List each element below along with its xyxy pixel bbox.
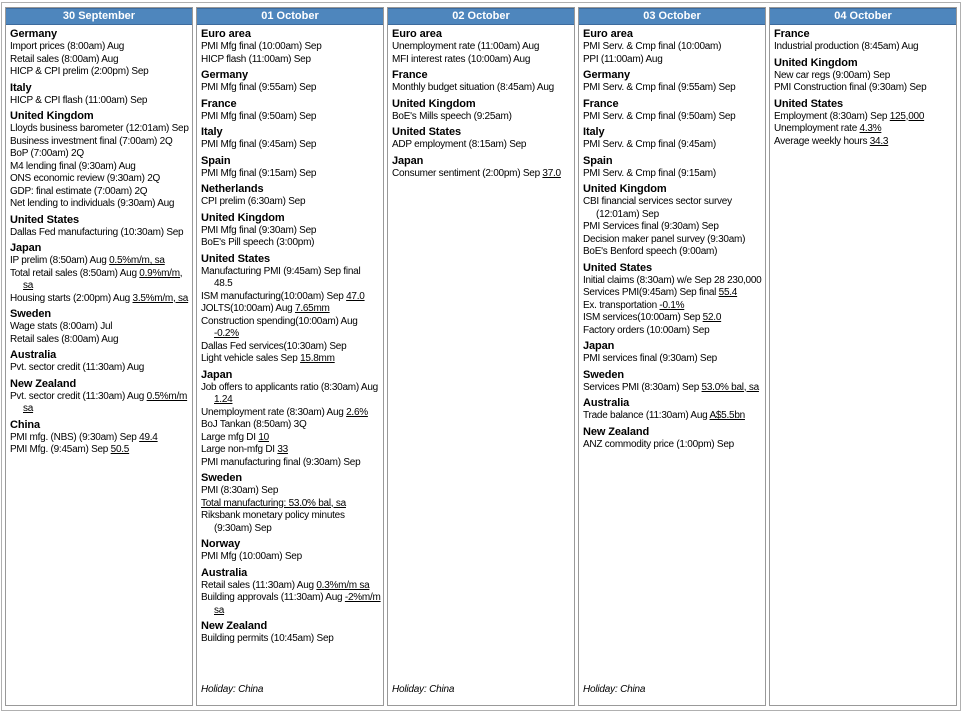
event-value: 50.5: [110, 444, 130, 455]
event-value: 53.0% bal, sa: [701, 381, 759, 393]
event-line: [583, 439, 763, 452]
country-section: [583, 340, 763, 366]
country-section: [201, 538, 381, 564]
event-line: [583, 54, 763, 67]
event-text: MFI interest rates (10:00am) Aug: [392, 53, 531, 65]
country-section: [392, 69, 572, 95]
event-line: [201, 510, 381, 535]
country-section: [583, 155, 763, 181]
event-text: Import prices (8:00am) Aug: [10, 41, 125, 52]
event-line: [774, 123, 954, 136]
country-name: Italy: [583, 126, 605, 138]
country-name: Sweden: [201, 472, 242, 484]
event-value: 4.3%: [859, 123, 882, 134]
event-value: 10: [258, 431, 269, 443]
event-text: PMI Serv. & Cmp final (9:15am): [583, 167, 716, 179]
country-section: [201, 620, 381, 646]
holiday-note: Holiday: China: [583, 684, 646, 695]
event-text: HICP flash (11:00am) Sep: [201, 53, 311, 65]
country-name: Germany: [583, 69, 630, 81]
event-text: Large non-mfg DI: [201, 444, 275, 455]
country-name: United States: [392, 126, 461, 138]
event-line: [10, 66, 190, 79]
country-section: [201, 567, 381, 618]
event-line: [583, 275, 763, 288]
event-text: PMI Services final (9:30am) Sep: [583, 221, 719, 232]
event-value: 34.3: [869, 135, 889, 147]
event-text: Wage stats (8:00am) Jul: [10, 321, 113, 332]
event-text: Manufacturing PMI (9:45am) Sep final 48.5: [201, 265, 361, 289]
country-section: [583, 126, 763, 152]
country-section: [201, 253, 381, 366]
country-name: Germany: [10, 28, 57, 40]
event-line: [774, 111, 954, 124]
country-name: Netherlands: [201, 183, 264, 195]
event-value: -0.1%: [659, 299, 685, 311]
event-line: [392, 82, 572, 95]
event-line: [201, 266, 381, 291]
event-text: Retail sales (8:00am) Aug: [10, 333, 119, 345]
country-name: United States: [774, 97, 843, 110]
country-section: [201, 28, 381, 66]
event-line: [201, 580, 381, 593]
country-name: Norway: [201, 538, 241, 550]
holiday-note: Holiday: China: [201, 684, 264, 695]
country-name: Spain: [583, 154, 613, 167]
country-section: [201, 69, 381, 95]
country-section: [392, 98, 572, 124]
event-line: [392, 139, 572, 152]
event-value: -2%m/m sa: [214, 592, 381, 616]
event-value: 7.65mm: [295, 303, 330, 314]
event-text: PPI (11:00am) Aug: [583, 53, 663, 65]
event-text: Riksbank monetary policy minutes (9:30am) Sep: [201, 510, 345, 534]
day-header: 02 October: [388, 8, 574, 25]
country-section: [392, 155, 572, 181]
event-text: PMI manufacturing final (9:30am) Sep: [201, 456, 361, 468]
event-text: Retail sales (8:00am) Aug: [10, 53, 119, 65]
event-value: 55.4: [718, 287, 738, 298]
day-column: [578, 7, 766, 706]
event-text: Construction spending(10:00am) Aug: [201, 315, 358, 327]
country-section: [392, 126, 572, 152]
country-name: Japan: [10, 242, 42, 254]
event-line: [201, 41, 381, 54]
event-text: New car regs (9:00am) Sep: [774, 69, 891, 81]
event-value: 2.6%: [346, 406, 368, 418]
country-section: [583, 262, 763, 338]
event-text: Monthly budget situation (8:45am) Aug: [392, 82, 554, 93]
country-name: Euro area: [201, 28, 251, 40]
country-section: [201, 155, 381, 181]
country-name: United States: [10, 213, 79, 226]
country-name: France: [392, 69, 428, 81]
event-text: BoE's Pill speech (3:00pm): [201, 237, 315, 248]
event-line: [201, 498, 381, 511]
day-header: 03 October: [579, 8, 765, 25]
event-text: PMI Mfg final (9:45am) Sep: [201, 139, 317, 150]
event-line: [774, 136, 954, 149]
country-name: Australia: [10, 349, 57, 361]
event-value: 15.8mm: [300, 353, 335, 364]
event-text: HICP & CPI prelim (2:00pm) Sep: [10, 66, 149, 77]
country-name: New Zealand: [10, 377, 77, 390]
event-text: Pvt. sector credit (11:30am) Aug: [10, 362, 145, 373]
event-line: [10, 136, 190, 149]
event-value: A$5.5bn: [709, 410, 745, 421]
event-text: Services PMI(9:45am) Sep final: [583, 287, 717, 298]
country-section: [10, 214, 190, 240]
event-line: [201, 341, 381, 354]
country-section: [10, 242, 190, 305]
event-line: [10, 293, 190, 306]
country-name: Italy: [10, 81, 32, 94]
country-section: [10, 419, 190, 457]
event-line: [201, 303, 381, 316]
country-section: [583, 183, 763, 259]
country-section: [10, 349, 190, 375]
economic-calendar: [1, 2, 961, 711]
event-text: PMI Mfg (10:00am) Sep: [201, 551, 302, 562]
country-section: [583, 69, 763, 95]
event-line: [201, 633, 381, 646]
event-text: PMI Mfg. (9:45am) Sep: [10, 444, 109, 455]
day-body: [197, 25, 383, 648]
event-line: [392, 54, 572, 67]
event-text: PMI Serv. & Cmp final (9:55am) Sep: [583, 82, 736, 93]
event-text: PMI Mfg final (9:15am) Sep: [201, 167, 317, 179]
event-text: ONS economic review (9:30am) 2Q: [10, 173, 161, 184]
event-text: Building permits (10:45am) Sep: [201, 633, 334, 644]
event-text: GDP: final estimate (7:00am) 2Q: [10, 185, 148, 197]
event-line: [10, 161, 190, 174]
event-line: [201, 407, 381, 420]
country-name: Japan: [583, 340, 615, 352]
country-section: [583, 397, 763, 423]
event-line: [201, 444, 381, 457]
event-text: PMI Mfg final (9:55am) Sep: [201, 82, 317, 93]
event-text: BoP (7:00am) 2Q: [10, 148, 84, 159]
event-line: [774, 70, 954, 83]
event-line: [10, 186, 190, 199]
day-column: [387, 7, 575, 706]
event-line: [774, 82, 954, 95]
event-line: [201, 353, 381, 366]
event-line: [10, 173, 190, 186]
country-name: Sweden: [10, 308, 51, 320]
day-column: [769, 7, 957, 706]
event-value: 0.5%m/m, sa: [109, 255, 165, 266]
event-text: M4 lending final (9:30am) Aug: [10, 160, 136, 172]
event-text: Ex. transportation: [583, 299, 657, 311]
country-name: New Zealand: [583, 425, 650, 438]
event-text: HICP & CPI flash (11:00am) Sep: [10, 94, 148, 106]
event-line: [583, 41, 763, 54]
event-line: [201, 82, 381, 95]
event-text: PMI (8:30am) Sep: [201, 485, 279, 496]
event-text: Dallas Fed services(10:30am) Sep: [201, 340, 347, 352]
country-section: [201, 183, 381, 209]
country-section: [10, 82, 190, 108]
event-text: PMI Mfg final (10:00am) Sep: [201, 41, 322, 52]
country-section: [774, 98, 954, 149]
event-text: Unemployment rate (11:00am) Aug: [392, 41, 540, 52]
country-name: France: [201, 97, 237, 110]
event-text: Lloyds business barometer (12:01am) Sep: [10, 123, 189, 134]
country-section: [774, 28, 954, 54]
country-name: Sweden: [583, 368, 624, 381]
event-line: [201, 382, 381, 407]
country-name: United Kingdom: [10, 110, 94, 122]
country-name: Australia: [201, 566, 248, 579]
event-line: [583, 139, 763, 152]
event-line: [10, 123, 190, 136]
event-text: ISM services(10:00am) Sep: [583, 312, 701, 323]
event-text: Large mfg DI: [201, 431, 256, 443]
event-text: Initial claims (8:30am) w/e Sep 28 230,000: [583, 274, 762, 286]
event-line: [10, 227, 190, 240]
event-line: [201, 432, 381, 445]
country-name: United States: [583, 261, 652, 274]
event-text: Retail sales (11:30am) Aug: [201, 579, 314, 591]
country-section: [10, 308, 190, 346]
event-text: ADP employment (8:15am) Sep: [392, 139, 527, 150]
day-body: [579, 25, 765, 453]
event-line: [10, 321, 190, 334]
country-name: Euro area: [392, 28, 442, 40]
event-line: [10, 391, 190, 416]
event-line: [583, 325, 763, 338]
event-line: [10, 334, 190, 347]
event-text: Trade balance (11:30am) Aug: [583, 410, 708, 421]
country-section: [201, 212, 381, 250]
event-text: Total retail sales (8:50am) Aug: [10, 267, 137, 279]
event-line: [583, 382, 763, 395]
event-text: BoE's Mills speech (9:25am): [392, 110, 512, 122]
event-line: [583, 246, 763, 259]
country-name: Japan: [392, 154, 424, 167]
country-section: [10, 378, 190, 416]
day-header: 30 September: [6, 8, 192, 25]
event-value: 0.9%m/m, sa: [23, 267, 183, 291]
country-section: [583, 426, 763, 452]
event-line: [10, 148, 190, 161]
event-text: Employment (8:30am) Sep: [774, 110, 888, 122]
country-name: Spain: [201, 154, 231, 167]
event-line: [201, 291, 381, 304]
event-line: [583, 287, 763, 300]
event-text: PMI services final (9:30am) Sep: [583, 353, 717, 364]
event-line: [583, 196, 763, 221]
event-value: 33: [277, 444, 288, 455]
country-section: [201, 472, 381, 535]
event-text: Net lending to individuals (9:30am) Aug: [10, 198, 175, 209]
event-line: [583, 312, 763, 325]
event-line: [201, 237, 381, 250]
event-text: PMI Mfg final (9:30am) Sep: [201, 224, 317, 236]
country-name: United Kingdom: [583, 183, 667, 195]
event-text: Light vehicle sales Sep: [201, 353, 298, 364]
event-line: [201, 551, 381, 564]
holiday-note: Holiday: China: [392, 684, 455, 695]
event-line: [10, 444, 190, 457]
event-text: Services PMI (8:30am) Sep: [583, 381, 700, 393]
event-text: PMI Mfg final (9:50am) Sep: [201, 110, 317, 122]
country-name: United Kingdom: [392, 97, 476, 110]
country-name: Germany: [201, 69, 248, 81]
country-section: [392, 28, 572, 66]
event-line: [10, 268, 190, 293]
event-text: Unemployment rate: [774, 123, 858, 134]
event-text: PMI Serv. & Cmp final (9:50am) Sep: [583, 110, 736, 122]
event-line: [10, 198, 190, 211]
country-section: [774, 57, 954, 95]
event-line: [201, 457, 381, 470]
event-line: [10, 362, 190, 375]
country-name: United Kingdom: [774, 56, 858, 69]
event-line: [583, 111, 763, 124]
event-value: 3.5%m/m, sa: [132, 292, 189, 304]
day-header: 01 October: [197, 8, 383, 25]
event-value: 0.3%m/m sa: [316, 579, 370, 591]
country-name: Japan: [201, 368, 233, 381]
event-line: [201, 316, 381, 341]
event-line: [201, 111, 381, 124]
event-value: 52.0: [702, 312, 722, 323]
event-line: [201, 225, 381, 238]
country-name: Euro area: [583, 28, 633, 40]
event-line: [10, 432, 190, 445]
event-text: Housing starts (2:00pm) Aug: [10, 292, 130, 304]
event-line: [583, 221, 763, 234]
event-line: [583, 168, 763, 181]
event-value: 47.0: [346, 290, 365, 302]
event-value: 37.0: [542, 167, 561, 179]
country-section: [583, 98, 763, 124]
country-section: [583, 28, 763, 66]
event-line: [201, 54, 381, 67]
event-line: [201, 592, 381, 617]
country-section: [201, 98, 381, 124]
day-body: [6, 25, 192, 459]
event-text: PMI Serv. & Cmp final (10:00am): [583, 41, 722, 52]
event-text: Industrial production (8:45am) Aug: [774, 41, 919, 52]
country-name: United Kingdom: [201, 211, 285, 224]
day-body: [770, 25, 956, 150]
event-line: [10, 54, 190, 67]
event-text: Average weekly hours: [774, 135, 868, 147]
country-name: United States: [201, 252, 270, 265]
country-section: [10, 110, 190, 211]
event-text: CBI financial services sector survey (12:01am) Sep: [583, 196, 732, 220]
day-body: [388, 25, 574, 182]
country-name: New Zealand: [201, 620, 268, 632]
country-section: [583, 369, 763, 395]
day-header: 04 October: [770, 8, 956, 25]
event-line: [583, 300, 763, 313]
event-line: [201, 168, 381, 181]
event-text: JOLTS(10:00am) Aug: [201, 303, 293, 314]
event-text: Building approvals (11:30am) Aug: [201, 592, 343, 603]
event-text: PMI Serv. & Cmp final (9:45am): [583, 139, 716, 150]
event-text: ISM manufacturing(10:00am) Sep: [201, 290, 344, 302]
event-line: [392, 41, 572, 54]
event-line: [201, 419, 381, 432]
event-line: [583, 234, 763, 247]
event-line: [10, 41, 190, 54]
event-text: Unemployment rate (8:30am) Aug: [201, 406, 344, 418]
event-line: [392, 111, 572, 124]
day-column: [5, 7, 193, 706]
event-text: ANZ commodity price (1:00pm) Sep: [583, 438, 734, 450]
country-name: China: [10, 418, 41, 431]
event-line: [201, 485, 381, 498]
event-text: Pvt. sector credit (11:30am) Aug: [10, 390, 145, 402]
event-text: BoJ Tankan (8:50am) 3Q: [201, 419, 307, 430]
country-name: Australia: [583, 397, 630, 409]
event-text: BoE's Benford speech (9:00am): [583, 246, 718, 257]
day-column: [196, 7, 384, 706]
country-name: France: [774, 28, 810, 40]
event-value: 49.4: [139, 431, 158, 443]
event-value: 125,000: [889, 110, 925, 122]
event-text: PMI Construction final (9:30am) Sep: [774, 82, 927, 93]
event-line: [201, 196, 381, 209]
event-text: Dallas Fed manufacturing (10:30am) Sep: [10, 226, 184, 238]
event-value: 1.24: [214, 394, 233, 405]
event-line: [10, 255, 190, 268]
event-line: [392, 168, 572, 181]
country-section: [201, 126, 381, 152]
event-line: [583, 410, 763, 423]
event-line: [201, 139, 381, 152]
event-text: CPI prelim (6:30am) Sep: [201, 196, 306, 207]
event-text: Consumer sentiment (2:00pm) Sep: [392, 167, 540, 179]
country-name: Italy: [201, 126, 223, 138]
event-value: Total manufacturing: 53.0% bal, sa: [201, 497, 346, 509]
event-value: -0.2%: [214, 328, 239, 339]
event-value: 0.5%m/m sa: [23, 390, 188, 414]
event-text: Factory orders (10:00am) Sep: [583, 324, 710, 336]
country-section: [10, 28, 190, 79]
event-line: [774, 41, 954, 54]
event-line: [583, 82, 763, 95]
country-section: [201, 369, 381, 470]
event-line: [10, 95, 190, 108]
country-name: France: [583, 97, 619, 110]
event-text: Decision maker panel survey (9:30am): [583, 233, 746, 245]
event-text: IP prelim (8:50am) Aug: [10, 255, 107, 266]
event-text: Job offers to applicants ratio (8:30am) Aug: [201, 381, 378, 393]
event-text: PMI mfg. (NBS) (9:30am) Sep: [10, 431, 137, 443]
event-line: [583, 353, 763, 366]
event-text: Business investment final (7:00am) 2Q: [10, 135, 173, 147]
